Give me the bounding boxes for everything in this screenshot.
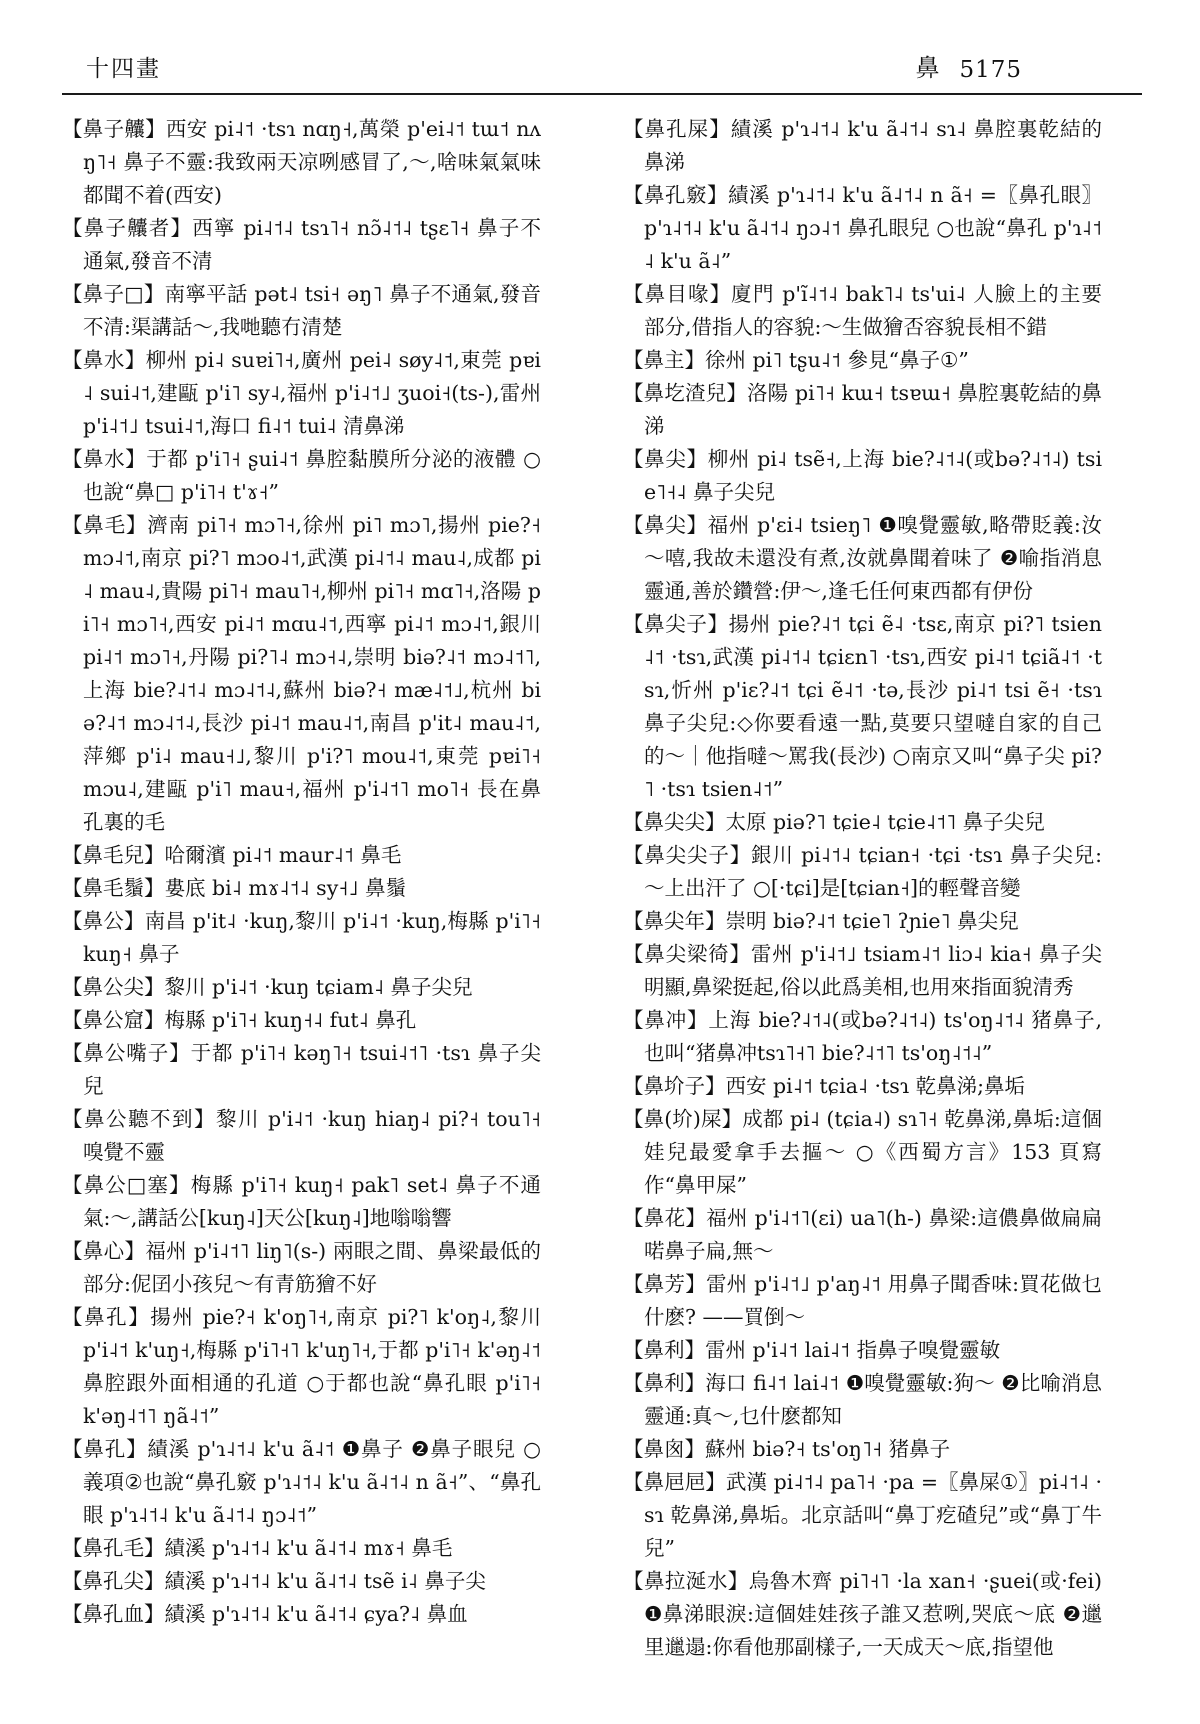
dictionary-entry: 【鼻尖】福州 p'ɛi˨ tsieŋ˥ ❶嗅覺靈敏,略帶貶義:汝～嘻,我故未還没有煮,汝就鼻聞着味了 ❷喻指消息靈通,善於鑽營:伊～,逢乇任何東西都有伊份 [623,513,1102,603]
text-columns [62,113,1142,1664]
dictionary-entry: 【鼻利】海口 fi˨˦ lai˨˦ ❶嗅覺靈敏:狗～ ❷比喻消息靈通:真～,乜什麽都知 [623,1371,1102,1428]
column-left [62,113,541,1664]
dictionary-entry: 【鼻水】柳州 pi˨ suɐi˥˧,廣州 pei˨ søy˨˦,東莞 pɐi˨ sui˨˦,建甌 p'i˥ sy˨,福州 p'i˨˦˩ ʒuoi˧(ts-),雷州 p'i˨˦˩ tsui˨˦,海口 fi˨˦ tui˨ 清鼻涕 [62,348,541,438]
dictionary-entry: 【鼻公窟】梅縣 p'i˥˧ kuŋ˧˨ fut˨ 鼻孔 [62,1008,417,1032]
dictionary-entry: 【鼻尖梁徛】雷州 p'i˨˦˩ tsiam˨˦ liɔ˨ kia˧ 鼻子尖明顯,鼻梁挺起,俗以此爲美相,也用來指面貌清秀 [623,942,1102,999]
dictionary-entry: 【鼻尖子】揚州 pie?˨˦ tɕi ẽ˨ ·tsɛ,南京 pi?˥ tsien˨˦ ·tsɿ,武漢 pi˨˦˨ tɕiɛn˥ ·tsɿ,西安 pi˨˦ tɕiã˨˦ ·tsɿ,忻州 p'iɛ?˨˦ tɕi ẽ˨˦ ·tə,長沙 pi˨˦ tsi ẽ˧ ·tsɿ 鼻子尖兒:◇你要看遠一點,莫要只望噠自家的自己的～｜他指噠～罵我(長沙) ○南京又叫“鼻子尖 pi?˥ ·tsɿ tsien˨˦” [623,612,1102,801]
dictionary-entry: 【鼻孔竅】績溪 p'ɿ˨˦˨ k'u ã˨˦˨ n ã˧ =〖鼻孔眼〗p'ɿ˨˦˨ k'u ã˨˦˨ ŋɔ˨˦ 鼻孔眼兒 ○也說“鼻孔 p'ɿ˨˦˨ k'u ã˨” [623,183,1102,273]
dictionary-entry: 【鼻㞎㞎】武漢 pi˨˦˨ pa˥˧ ·pa =〖鼻屎①〗pi˨˦˨ ·sɿ 乾鼻涕,鼻垢。北京話叫“鼻丁疙碴兒”或“鼻丁牛兒” [623,1470,1102,1560]
dictionary-entry: 【鼻芳】雷州 p'i˨˦˩ p'aŋ˨˦ 用鼻子聞香味:買花做乜什麽? ——買倒～ [623,1272,1102,1329]
dictionary-entry: 【鼻尖】柳州 pi˨ tsẽ˧,上海 bie?˨˦˨(或bə?˨˦˨) tsie˥˧˨ 鼻子尖兒 [623,447,1102,504]
dictionary-entry: 【鼻子齉者】西寧 pi˨˦˨ tsɿ˥˧ nɔ̃˨˦˨ tʂɛ˥˧ 鼻子不通氣,發音不清 [62,216,541,273]
dictionary-entry: 【鼻利】雷州 p'i˨˦ lai˨˦ 指鼻子嗅覺靈敏 [623,1338,1001,1362]
dictionary-entry: 【鼻孔血】績溪 p'ɿ˨˦˨ k'u ã˨˦˨ ɕya?˨ 鼻血 [62,1602,468,1626]
dictionary-entry: 【鼻公】南昌 p'it˨ ·kuŋ,黎川 p'i˨˦ ·kuŋ,梅縣 p'i˥˧ kuŋ˧ 鼻子 [62,909,541,966]
dictionary-entry: 【鼻拉涎水】烏魯木齊 pi˥˧˥ ·la xan˧ ·ʂuei(或·fei) ❶鼻涕眼淚:這個娃娃孩子誰又惹咧,哭底～底 ❷邋里邋遢:你看他那副樣子,一天成天～底,指望他 [623,1569,1102,1659]
dictionary-entry: 【鼻(圿)屎】成都 pi˨ (tɕia˨) sɿ˥˧ 乾鼻涕,鼻垢:這個娃兒最愛拿手去摳～ ○《西蜀方言》153 頁寫作“鼻甲屎” [623,1107,1102,1197]
dictionary-entry: 【鼻公聽不到】黎川 p'i˨˦ ·kuŋ hiaŋ˨ pi?˧ tou˥˧ 嗅覺不靈 [62,1107,541,1164]
dictionary-entry: 【鼻冲】上海 bie?˨˦˨(或bə?˨˦˨) ts'oŋ˨˦˨ 猪鼻子,也叫“猪鼻冲tsɿ˥˧˥ bie?˨˦˥ ts'oŋ˨˦˨” [623,1008,1102,1065]
dictionary-entry: 【鼻主】徐州 pi˥ tʂu˨˦ 參見“鼻子①” [623,348,969,372]
dictionary-entry: 【鼻孔尖】績溪 p'ɿ˨˦˨ k'u ã˨˦˨ tsẽ i˨ 鼻子尖 [62,1569,486,1593]
dictionary-entry: 【鼻公□塞】梅縣 p'i˥˧ kuŋ˧ pak˥ set˨ 鼻子不通氣:～,講話公[kuŋ˨]天公[kuŋ˨]地嗡嗡響 [62,1173,541,1230]
column-right [623,113,1102,1664]
dictionary-entry: 【鼻囪】蘇州 biə?˧ ts'oŋ˥˧ 猪鼻子 [623,1437,951,1461]
section-label: 十四畫 [86,56,161,82]
page-number: 5175 [959,57,1022,83]
dictionary-entry: 【鼻孔】揚州 pie?˧ k'oŋ˥˧,南京 pi?˥ k'oŋ˨,黎川 p'i˨˦ k'uŋ˧,梅縣 p'i˥˧˥ k'uŋ˥˧,于都 p'i˥˧ k'əŋ˨˦ 鼻腔跟外面相通的孔道 ○于都也說“鼻孔眼 p'i˥˧ k'əŋ˨˦˥ ŋã˨˦” [62,1305,541,1428]
dictionary-entry: 【鼻花】福州 p'i˨˦˥(ɛi) ua˥(h-) 鼻梁:這儂鼻做扁扁喏鼻子扁,無～ [623,1206,1102,1263]
page-header [62,48,1142,83]
dictionary-entry: 【鼻心】福州 p'i˨˦˥ liŋ˥(s-) 兩眼之間、鼻梁最低的部分:伲囝小孩兒～有青筋獪不好 [62,1239,541,1296]
dictionary-entry: 【鼻目喙】廈門 p'ĩ˨˦˨ bak˥˨ ts'ui˨ 人臉上的主要部分,借指人的容貌:～生做獪否容貌長相不錯 [623,282,1102,339]
dictionary-entry: 【鼻毛鬚】婁底 bi˨ mɤ˨˦˨ sy˧˩ 鼻鬚 [62,876,407,900]
dictionary-entry: 【鼻尖尖】太原 piə?˥ tɕie˨ tɕie˨˦˥ 鼻子尖兒 [623,810,1045,834]
header-right-group [915,48,1140,83]
dictionary-entry: 【鼻圪渣兒】洛陽 pi˥˧ kɯ˧ tsɐɯ˧ 鼻腔裏乾結的鼻涕 [623,381,1102,438]
dictionary-entry: 【鼻毛】濟南 pi˥˧ mɔ˥˧,徐州 pi˥ mɔ˥,揚州 pie?˧ mɔ˨˦,南京 pi?˥ mɔo˨˦,武漢 pi˨˦˨ mau˨,成都 pi˨ mau˨,貴陽 pi˥˧ mau˥˧,柳州 pi˥˧ mɑ˥˧,洛陽 pi˥˧ mɔ˥˧,西安 pi˨˦ mɑu˨˦,西寧 pi˨˦ mɔ˨˦,銀川 pi˨˦ mɔ˥˧,丹陽 pi?˥˨ mɔ˧˨,崇明 biə?˨˦ mɔ˨˦˥,上海 bie?˨˦˨ mɔ˨˦˨,蘇州 biə?˧ mæ˨˦˩,杭州 biə?˨˦ mɔ˨˦˨,長沙 pi˨˦ mau˨˦,南昌 p'it˨ mau˨˦,萍鄉 p'i˨ mau˧˩,黎川 p'i?˥ mou˨˦,東莞 pɐi˥˧ mɔu˨,建甌 p'i˥ mau˧,福州 p'i˨˦˥ mo˥˧ 長在鼻孔裏的毛 [62,513,541,834]
dictionary-entry: 【鼻子□】南寧平話 pət˨ tsi˧ əŋ˥ 鼻子不通氣,發音不清:渠講話～,我哋聽冇清楚 [62,282,541,339]
running-headword: 鼻 [915,54,942,82]
dictionary-entry: 【鼻孔屎】績溪 p'ɿ˨˦˨ k'u ã˨˦˨ sɿ˨ 鼻腔裏乾結的鼻涕 [623,117,1102,174]
dictionary-entry: 【鼻子齉】西安 pi˨˦ ·tsɿ nɑŋ˧,萬榮 p'ei˨˦ tɯ˦ nʌŋ˥˧ 鼻子不靈:我致兩天凉咧感冒了,～,啥味氣氣味都聞不着(西安) [62,117,541,207]
dictionary-entry: 【鼻尖年】崇明 biə?˨˦ tɕie˥ ʔɲie˥ 鼻尖兒 [623,909,1019,933]
dictionary-entry: 【鼻圿子】西安 pi˨˦ tɕia˨ ·tsɿ 乾鼻涕;鼻垢 [623,1074,1026,1098]
dictionary-entry: 【鼻公尖】黎川 p'i˨˦ ·kuŋ tɕiam˨ 鼻子尖兒 [62,975,473,999]
dictionary-entry: 【鼻孔】績溪 p'ɿ˨˦˨ k'u ã˨˦ ❶鼻子 ❷鼻子眼兒 ○義項②也說“鼻孔竅 p'ɿ˨˦˨ k'u ã˨˦˨ n ã˧”、“鼻孔眼 p'ɿ˨˦˨ k'u ã˨˦˨ ŋɔ˨˦” [62,1437,541,1527]
dictionary-entry: 【鼻公嘴子】于都 p'i˥˧ kəŋ˥˧ tsui˨˦˥ ·tsɿ 鼻子尖兒 [62,1041,541,1098]
dictionary-entry: 【鼻水】于都 p'i˥˧ ʂui˨˦ 鼻腔黏膜所分泌的液體 ○也說“鼻□ p'i˥˧ t'ɤ˧” [62,447,541,504]
dictionary-entry: 【鼻孔毛】績溪 p'ɿ˨˦˨ k'u ã˨˦˨ mɤ˧ 鼻毛 [62,1536,453,1560]
dictionary-entry: 【鼻尖尖子】銀川 pi˨˦˨ tɕian˧ ·tɕi ·tsɿ 鼻子尖兒:～上出汗了 ○[·tɕi]是[tɕian˧]的輕聲音變 [623,843,1102,900]
dictionary-entry: 【鼻毛兒】哈爾濱 pi˨˦ maur˨˦ 鼻毛 [62,843,402,867]
header-divider [62,93,1142,95]
